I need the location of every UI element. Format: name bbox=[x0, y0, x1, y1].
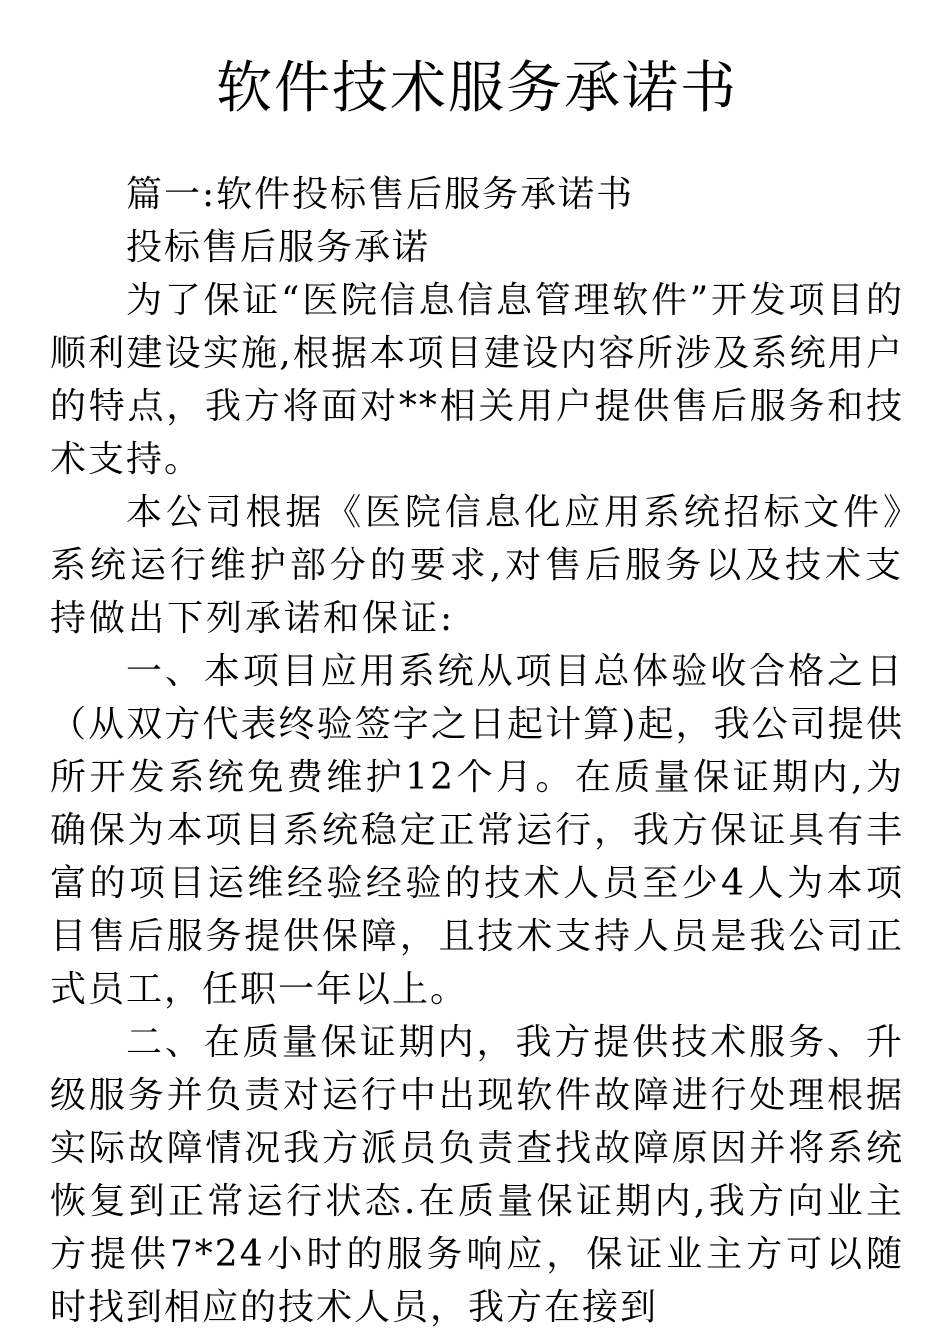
section-heading: 篇一:软件投标售后服务承诺书 bbox=[126, 174, 635, 215]
paragraph-clause-2: 二、在质量保证期内，我方提供技术服务、升级服务并负责对运行中出现软件故障进行处理根据实际故障情况我方派员负责查找故障原因并将系统恢复到正常运行状态.在质量保证期内,我方向业主方提供7*24小时的服务响应，保证业主方可以随时找到相应的技术人员，我方在接到 bbox=[50, 1022, 904, 1328]
document-title: 软件技术服务承诺书 bbox=[216, 56, 738, 121]
subsection-heading: 投标售后服务承诺 bbox=[126, 227, 431, 268]
document-body bbox=[50, 168, 904, 1334]
paragraph-clause-1: 一、本项目应用系统从项目总体验收合格之日（从双方代表终验签字之日起计算)起，我公司提供所开发系统免费维护12个月。在质量保证期内,为确保为本项目系统稳定正常运行，我方保证具有丰富的项目运维经验经验的技术人员至少4人为本项目售后服务提供保障，且技术支持人员是我公司正式员工，任职一年以上。 bbox=[50, 651, 904, 1010]
paragraph-commitment-intro: 本公司根据《医院信息化应用系统招标文件》系统运行维护部分的要求,对售后服务以及技术支持做出下列承诺和保证: bbox=[50, 492, 904, 639]
paragraph-project-intro: 为了保证“医院信息信息管理软件”开发项目的顺利建设实施,根据本项目建设内容所涉及系统用户的特点，我方将面对**相关用户提供售后服务和技术支持。 bbox=[50, 280, 904, 480]
